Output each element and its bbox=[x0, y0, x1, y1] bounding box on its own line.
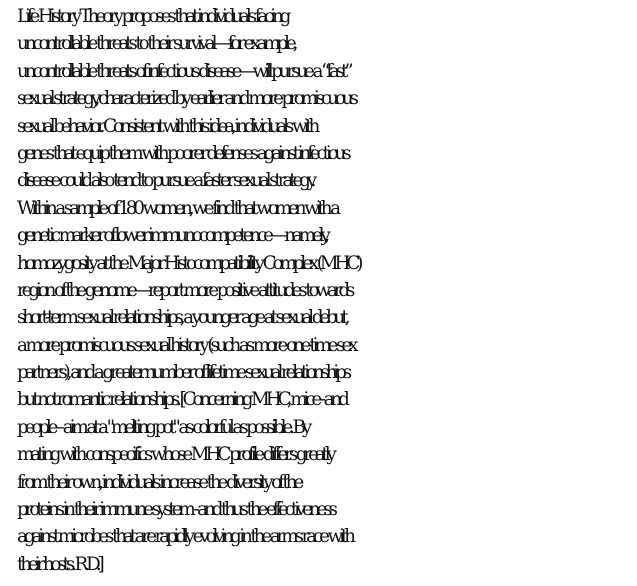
text-line: mating with conspecifics whose MHC profile differs greatly bbox=[17, 444, 333, 466]
text-line: but not romantic relationships. [Concerning MHC, mice - and bbox=[17, 389, 346, 411]
text-line: uncontrollable threats of infectious disease—will pursue a “fast” bbox=[17, 60, 350, 82]
text-line: short-term sexual relationships, a younger age at sexual debut, bbox=[17, 307, 347, 329]
text-line: homozygosity at the Major Histocompatibility Complex (MHC) bbox=[17, 252, 360, 274]
text-line: Life History Theory proposes that individuals facing bbox=[17, 6, 288, 27]
text-line: partners), and a greater number of lifetime sexual relationships bbox=[17, 362, 349, 384]
text-line: their hosts. R.D.] bbox=[17, 553, 101, 575]
text-line: from their own, individuals increase the diversity of the bbox=[17, 471, 301, 493]
text-line: genes that equip them with poorer defenses against infectious bbox=[17, 142, 348, 164]
text-line: Within a sample of 180 women, we find that women with a bbox=[17, 197, 337, 219]
text-line: uncontrollable threats to their survival—for example, bbox=[17, 33, 295, 55]
text-line: sexual strategy, characterized by earlier and more promiscuous bbox=[17, 88, 355, 110]
text-line: disease could also tend to pursue a faster sexual strategy. bbox=[17, 170, 313, 192]
text-line: proteins in their immune system - and thus the effectiveness bbox=[17, 499, 334, 521]
text-line: a more promiscuous sexual history (such as more one-time sex bbox=[17, 334, 355, 356]
text-line: against microbes that are rapidly evolving in the arms race with bbox=[17, 526, 352, 548]
text-line: people – aim at a "melting pot" as colorful as possible. By bbox=[17, 416, 309, 438]
text-line: genetic marker of lower immunocompetence—namely, bbox=[17, 225, 326, 247]
text-line: sexual behavior. Consistent with this idea, individuals with bbox=[17, 115, 317, 137]
text-line: region of the genome—report more positive attitudes towards bbox=[17, 279, 352, 301]
